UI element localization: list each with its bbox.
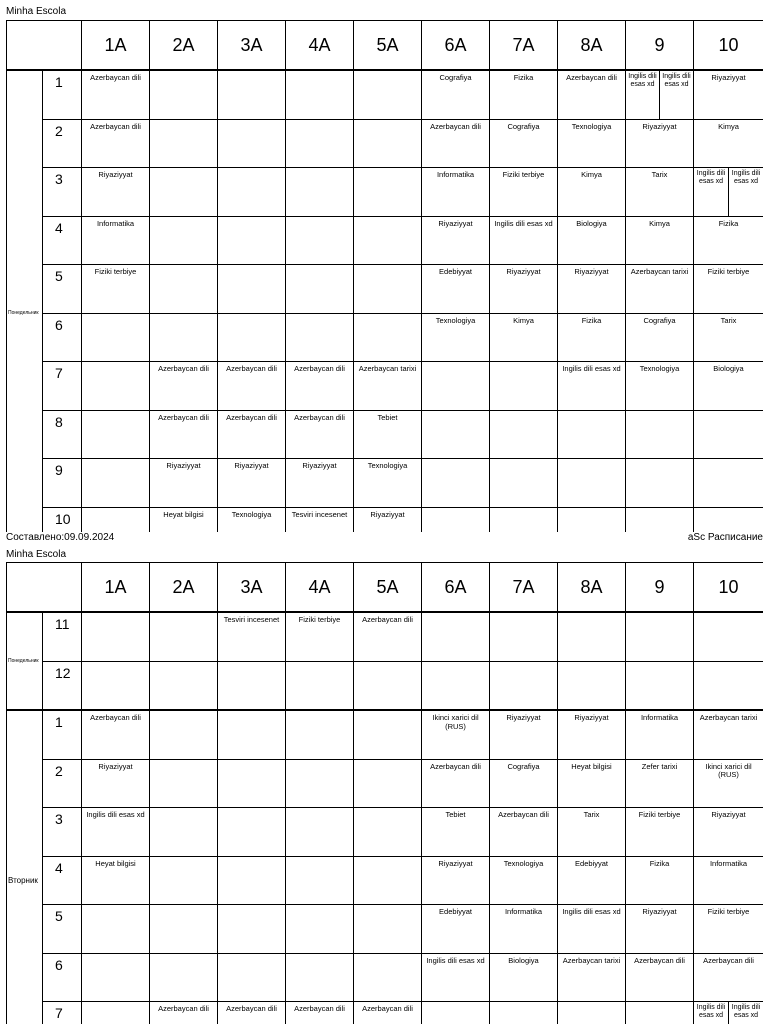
class-header: 2A [150,21,218,71]
lesson-cell [354,710,422,759]
lesson-cell [558,1002,626,1024]
lesson-cell [218,119,286,168]
lesson-cell [490,507,558,532]
period-row [7,70,764,119]
lesson-cell: Azerbaycan tarixi [694,710,764,759]
timetable-page-2 [6,562,763,1024]
period-number: 4 [43,856,82,905]
lesson-cell: Fizika [558,313,626,362]
lesson-cell: Azerbaycan dili [150,1002,218,1024]
lesson-cell [558,410,626,459]
lesson-cell [150,808,218,857]
class-header: 9 [626,21,694,71]
lesson-cell: Zefer tarixi [626,759,694,808]
lesson-cell: Riyaziyyat [150,459,218,508]
lesson-cell: Azerbaycan dili [286,410,354,459]
period-number: 11 [43,612,82,661]
lesson-cell: Azerbaycan dili [150,410,218,459]
lesson-cell: Cografiya [490,759,558,808]
lesson-cell [694,1002,764,1024]
lesson-cell: Tebiet [354,410,422,459]
lesson-cell [694,612,764,661]
lesson-cell: Biologiya [694,362,764,411]
period-number: 6 [43,953,82,1002]
period-row [7,168,764,217]
lesson-cell [218,905,286,954]
class-header: 3A [218,563,286,613]
lesson-cell: Azerbaycan dili [218,1002,286,1024]
lesson-cell [694,459,764,508]
lesson-group: Ingilis dili esas xd [696,170,726,185]
lesson-cell: Riyaziyyat [490,265,558,314]
lesson-cell: Tarix [558,808,626,857]
period-row [7,216,764,265]
lesson-cell: Fiziki terbiye [82,265,150,314]
lesson-cell: Edebiyyat [422,905,490,954]
class-header: 8A [558,563,626,613]
period-row [7,905,764,954]
lesson-cell: Tesviri incesenet [286,507,354,532]
lesson-cell [286,313,354,362]
lesson-cell [150,759,218,808]
lesson-cell: Riyaziyyat [218,459,286,508]
lesson-cell [626,459,694,508]
lesson-cell [218,168,286,217]
lesson-cell [490,661,558,710]
period-number: 1 [43,710,82,759]
lesson-cell [490,410,558,459]
lesson-group: Ingilis dili esas xd [728,1002,763,1024]
school-name-top: Minha Escola [6,6,67,17]
lesson-cell [82,661,150,710]
lesson-cell: Fiziki terbiye [286,612,354,661]
lesson-cell: Fizika [626,856,694,905]
period-row [7,459,764,508]
lesson-cell [422,507,490,532]
lesson-cell: Riyaziyyat [558,265,626,314]
period-row [7,808,764,857]
lesson-cell: Informatika [422,168,490,217]
class-header: 2A [150,563,218,613]
class-header: 7A [490,21,558,71]
lesson-group: Ingilis dili esas xd [659,71,693,119]
lesson-cell [354,905,422,954]
lesson-cell [218,661,286,710]
lesson-cell [286,168,354,217]
lesson-cell [286,953,354,1002]
timetable-grid-1 [6,20,763,532]
lesson-cell: Azerbaycan tarixi [626,265,694,314]
lesson-cell [82,459,150,508]
lesson-cell [354,313,422,362]
lesson-cell: Azerbaycan dili [150,362,218,411]
lesson-cell [490,459,558,508]
lesson-cell: Kimya [558,168,626,217]
lesson-cell [218,759,286,808]
lesson-cell: Riyaziyyat [490,710,558,759]
lesson-cell: Azerbaycan dili [354,612,422,661]
lesson-cell: Ingilis dili esas xd [558,362,626,411]
class-header: 5A [354,21,422,71]
lesson-cell: Tesviri incesenet [218,612,286,661]
class-header: 10 [694,563,764,613]
lesson-cell: Azerbaycan dili [490,808,558,857]
lesson-cell [286,265,354,314]
lesson-cell [82,1002,150,1024]
period-number: 2 [43,759,82,808]
lesson-cell: Cografiya [626,313,694,362]
period-row [7,612,764,661]
lesson-cell [626,410,694,459]
class-header: 7A [490,563,558,613]
period-number: 5 [43,905,82,954]
class-header: 8A [558,21,626,71]
lesson-cell [422,612,490,661]
lesson-cell: Ingilis dili esas xd [558,905,626,954]
lesson-cell: Azerbaycan dili [422,119,490,168]
period-row [7,1002,764,1024]
lesson-cell [694,410,764,459]
lesson-cell [150,70,218,119]
lesson-cell: Riyaziyyat [422,216,490,265]
lesson-cell: Riyaziyyat [626,905,694,954]
footer-compiled-date: Составлено:09.09.2024 [6,532,115,543]
lesson-cell [286,905,354,954]
lesson-cell: Azerbaycan tarixi [354,362,422,411]
lesson-cell: Azerbaycan dili [82,70,150,119]
class-header: 9 [626,563,694,613]
lesson-cell: Ikinci xarici dil (RUS) [694,759,764,808]
lesson-cell [558,459,626,508]
lesson-cell: Azerbaycan dili [694,953,764,1002]
lesson-cell: Kimya [626,216,694,265]
lesson-cell [218,313,286,362]
lesson-cell: Heyat bilgisi [558,759,626,808]
period-number: 12 [43,661,82,710]
lesson-cell [354,168,422,217]
lesson-cell [82,905,150,954]
lesson-cell [218,953,286,1002]
lesson-cell [286,119,354,168]
lesson-cell [150,856,218,905]
lesson-cell [218,216,286,265]
lesson-cell: Fiziki terbiye [694,265,764,314]
day-label: Вторник [7,710,43,1024]
lesson-cell [694,507,764,532]
lesson-cell [422,362,490,411]
header-corner [7,21,82,71]
period-number: 3 [43,808,82,857]
period-number: 3 [43,168,82,217]
lesson-cell [82,507,150,532]
lesson-cell: Riyaziyyat [286,459,354,508]
lesson-cell: Ikinci xarici dil (RUS) [422,710,490,759]
lesson-cell: Azerbaycan tarixi [558,953,626,1002]
lesson-cell [354,953,422,1002]
lesson-cell: Informatika [82,216,150,265]
lesson-cell [150,953,218,1002]
lesson-cell: Biologiya [558,216,626,265]
lesson-cell [82,362,150,411]
lesson-cell: Azerbaycan dili [626,953,694,1002]
lesson-cell [82,612,150,661]
lesson-cell: Fiziki terbiye [490,168,558,217]
lesson-cell [218,70,286,119]
lesson-cell: Texnologiya [218,507,286,532]
lesson-cell [422,661,490,710]
period-row [7,953,764,1002]
lesson-cell [626,612,694,661]
timetable-grid-2 [6,562,763,1024]
timetable-page-1 [6,20,763,532]
lesson-cell: Riyaziyyat [558,710,626,759]
footer-app-name: aSc Расписание [687,532,763,543]
period-number: 1 [43,70,82,119]
period-row [7,265,764,314]
lesson-cell [558,661,626,710]
lesson-cell: Heyat bilgisi [82,856,150,905]
lesson-cell [218,265,286,314]
lesson-cell [150,216,218,265]
lesson-cell [218,808,286,857]
class-header: 6A [422,21,490,71]
lesson-cell: Biologiya [490,953,558,1002]
school-name-bottom: Minha Escola [6,549,67,560]
lesson-cell: Riyaziyyat [626,119,694,168]
lesson-cell [218,856,286,905]
lesson-cell [286,759,354,808]
lesson-cell: Fiziki terbiye [626,808,694,857]
class-header: 6A [422,563,490,613]
lesson-cell: Ingilis dili esas xd [490,216,558,265]
lesson-group: Ingilis dili esas xd [728,168,763,216]
period-number: 8 [43,410,82,459]
period-number: 4 [43,216,82,265]
class-header: 3A [218,21,286,71]
period-number: 5 [43,265,82,314]
lesson-cell [150,119,218,168]
lesson-cell: Informatika [694,856,764,905]
lesson-cell [286,216,354,265]
lesson-cell [626,1002,694,1024]
lesson-cell [626,507,694,532]
lesson-cell: Texnologiya [558,119,626,168]
lesson-cell [490,362,558,411]
period-number: 7 [43,1002,82,1024]
lesson-cell [422,410,490,459]
lesson-cell: Texnologiya [354,459,422,508]
lesson-cell [558,507,626,532]
lesson-cell [354,661,422,710]
lesson-cell [422,459,490,508]
period-number: 9 [43,459,82,508]
class-header: 1A [82,21,150,71]
lesson-cell [286,808,354,857]
class-header: 5A [354,563,422,613]
day-label: Понедельник [7,70,43,532]
lesson-cell [422,1002,490,1024]
period-row [7,507,764,532]
lesson-cell [354,265,422,314]
period-row [7,362,764,411]
lesson-cell [354,216,422,265]
lesson-cell: Informatika [626,710,694,759]
lesson-cell: Fizika [694,216,764,265]
lesson-cell [218,710,286,759]
lesson-group: Ingilis dili esas xd [628,73,657,88]
lesson-cell: Azerbaycan dili [82,710,150,759]
class-header: 4A [286,21,354,71]
lesson-cell: Tarix [626,168,694,217]
period-row [7,710,764,759]
lesson-cell [354,759,422,808]
lesson-cell [490,1002,558,1024]
lesson-cell: Heyat bilgisi [150,507,218,532]
lesson-cell: Tarix [694,313,764,362]
lesson-cell: Azerbaycan dili [422,759,490,808]
class-header: 10 [694,21,764,71]
lesson-cell: Azerbaycan dili [286,1002,354,1024]
lesson-cell [626,70,694,119]
lesson-cell: Azerbaycan dili [218,362,286,411]
lesson-cell: Azerbaycan dili [82,119,150,168]
period-row [7,661,764,710]
lesson-cell: Tebiet [422,808,490,857]
lesson-cell [694,168,764,217]
lesson-cell: Riyaziyyat [354,507,422,532]
lesson-cell [82,313,150,362]
lesson-cell: Cografiya [422,70,490,119]
lesson-cell: Kimya [694,119,764,168]
lesson-group: Ingilis dili esas xd [696,1004,726,1019]
lesson-cell: Texnologiya [422,313,490,362]
period-row [7,119,764,168]
lesson-cell [558,612,626,661]
lesson-cell: Kimya [490,313,558,362]
lesson-cell: Edebiyyat [558,856,626,905]
lesson-cell [354,808,422,857]
lesson-cell: Azerbaycan dili [354,1002,422,1024]
lesson-cell: Texnologiya [490,856,558,905]
lesson-cell [150,168,218,217]
period-row [7,759,764,808]
lesson-cell: Azerbaycan dili [218,410,286,459]
lesson-cell: Fiziki terbiye [694,905,764,954]
lesson-cell: Cografiya [490,119,558,168]
class-header: 1A [82,563,150,613]
lesson-cell [354,70,422,119]
lesson-cell: Riyaziyyat [82,168,150,217]
period-row [7,856,764,905]
lesson-cell: Riyaziyyat [694,70,764,119]
day-label: Понедельник [7,612,43,710]
lesson-cell: Azerbaycan dili [558,70,626,119]
lesson-cell: Texnologiya [626,362,694,411]
lesson-cell: Ingilis dili esas xd [82,808,150,857]
lesson-cell: Riyaziyyat [82,759,150,808]
period-row [7,410,764,459]
lesson-cell: Azerbaycan dili [286,362,354,411]
lesson-cell [150,612,218,661]
lesson-cell [626,661,694,710]
lesson-cell [490,612,558,661]
lesson-cell [354,856,422,905]
lesson-cell [286,661,354,710]
lesson-cell: Riyaziyyat [422,856,490,905]
lesson-cell [286,856,354,905]
lesson-cell: Ingilis dili esas xd [422,953,490,1002]
lesson-cell [286,710,354,759]
lesson-cell: Informatika [490,905,558,954]
lesson-cell [286,70,354,119]
class-header: 4A [286,563,354,613]
lesson-cell [82,410,150,459]
lesson-cell [150,905,218,954]
lesson-cell [150,661,218,710]
period-row [7,313,764,362]
period-number: 2 [43,119,82,168]
lesson-cell: Riyaziyyat [694,808,764,857]
lesson-cell [150,265,218,314]
period-number: 7 [43,362,82,411]
period-number: 6 [43,313,82,362]
lesson-cell [150,313,218,362]
lesson-cell [354,119,422,168]
lesson-cell [694,661,764,710]
period-number: 10 [43,507,82,532]
lesson-cell: Fizika [490,70,558,119]
lesson-cell [150,710,218,759]
lesson-cell: Edebiyyat [422,265,490,314]
lesson-cell [82,953,150,1002]
header-corner [7,563,82,613]
